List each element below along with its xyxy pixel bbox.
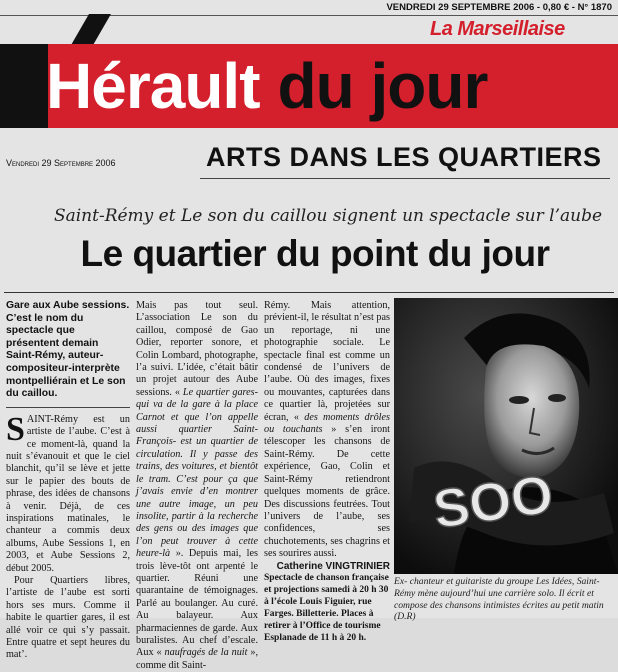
paragraph-2: Pour Quartiers libres, l’artiste de l’aube est sorti hors ses murs. Comme il habite le quartier gares, il est allé voir ce qui s’y passait. Entre quatre et sept heures du mat’.	[6, 575, 130, 661]
article-kicker: Saint-Rémy et Le son du caillou signent un spectacle sur l’aube	[53, 206, 603, 226]
drop-cap: S	[6, 410, 25, 448]
section-title: ARTS DANS LES QUARTIERS	[206, 142, 602, 172]
paragraph-3: Mais pas tout seul. L’association Le son du caillou, composé de Gao Odier, reporter sonore, et Colin Lombard, photographe, l’a suivi. L’idée, c’était bâtir un projet autour des Aube sessions. « Le quartier gares- qui va de la gare à la place Carnot et que l’on appelle aussi quartier Saint-François- est un quartier de circulation. Il y passe des trains, des voitures, et bientôt le tram. C’est pour ça que j’avais envie d’en montrer une autre image, un peu insolite, partir à la recherche des gens ou des images que l’on peut trouver à cette heure-là ». Depuis mai, les trois lève-tôt ont arpenté le quartier. Réuni une quarantaine de témoignages. Parlé au boulanger. Au curé. Au balayeur. Aux pharmaciennes de garde. Aux buralistes. Au chef d’escale. Aux « naufragés de la nuit », comme dit Saint-	[136, 300, 259, 671]
masthead-right-word: du jour	[277, 50, 488, 122]
column-2	[136, 300, 258, 672]
byline: Catherine VINGTRINIER	[276, 560, 390, 572]
article-chapo: Gare aux Aube sessions. C’est le nom du spectacle que présentent demain Saint-Rémy, auteur-compositeur-interprète montpelliérain et Le son du caillou.	[6, 300, 130, 400]
photo-caption: Ex- chanteur et guitariste du groupe Les Idées, Saint-Rémy mène aujourd’hui une carrière solo. Il écrit et compose des chansons intimistes écrites au petit matin (D.R)	[394, 576, 604, 623]
column-3	[264, 300, 390, 644]
article-photo	[394, 298, 618, 574]
face-shape	[484, 344, 579, 477]
issue-dateline: VENDREDI 29 SEPTEMBRE 2006 - 0,80 € - N° 1870	[386, 2, 612, 13]
section-underline	[200, 178, 610, 179]
column-1	[6, 300, 130, 662]
light-letters: SOO	[429, 463, 557, 541]
paragraph-4: Rémy. Mais attention, prévient-il, le résultat n’est pas un reportage, ni une photographie sociale. Le spectacle final est comme un condensé de l’univers de l’aube. Où des images, fixes ou mouvantes, capturées dans ce quartier là, projetées sur écran, « des moments drôles ou touchants » s’en iront télescoper les chansons de Saint-Rémy. De cette expérience, Gao, Colin et Saint-Rémy retiendront quelques moments de grâce. Des discussions feutrées. Tout l’univers de l’aube, ses confidences, ses chuchotements, ses chagrins et ses sourires aussi.	[264, 300, 390, 560]
chapo-divider	[6, 407, 130, 408]
masthead-black-block	[0, 44, 48, 128]
masthead-title	[46, 48, 487, 124]
event-infobox: Spectacle de chanson française et projections samedi à 20 h 30 à l’école Louis Figuier, rue Farges. Billetterie. Places à retirer à l’Office de tourisme Esplanade de 11 h à 20 h.	[264, 572, 389, 643]
article-headline: Le quartier du point du jour	[80, 233, 550, 274]
brand-logo: La Marseillaise	[430, 18, 565, 40]
paragraph-1: SAINT-Rémy est un artiste de l’aube. C’est à ce moment-là, quand la nuit s’évanouit et que le ciel blanchit, qu’il se lève et jette sur le papier des bouts de phrase, des idées de chansons à venir. Déjà, de ces inspirations matinales, le chanteur a commis deux albums, Aube Sessions 1, en 2003, et Aube Sessions 2, début 2005.	[6, 410, 130, 574]
portrait-illustration	[394, 298, 618, 574]
masthead-left-word: Hérault	[46, 50, 260, 122]
side-date: Vendredi 29 Septembre 2006	[6, 158, 116, 168]
headline-rule	[4, 292, 614, 293]
